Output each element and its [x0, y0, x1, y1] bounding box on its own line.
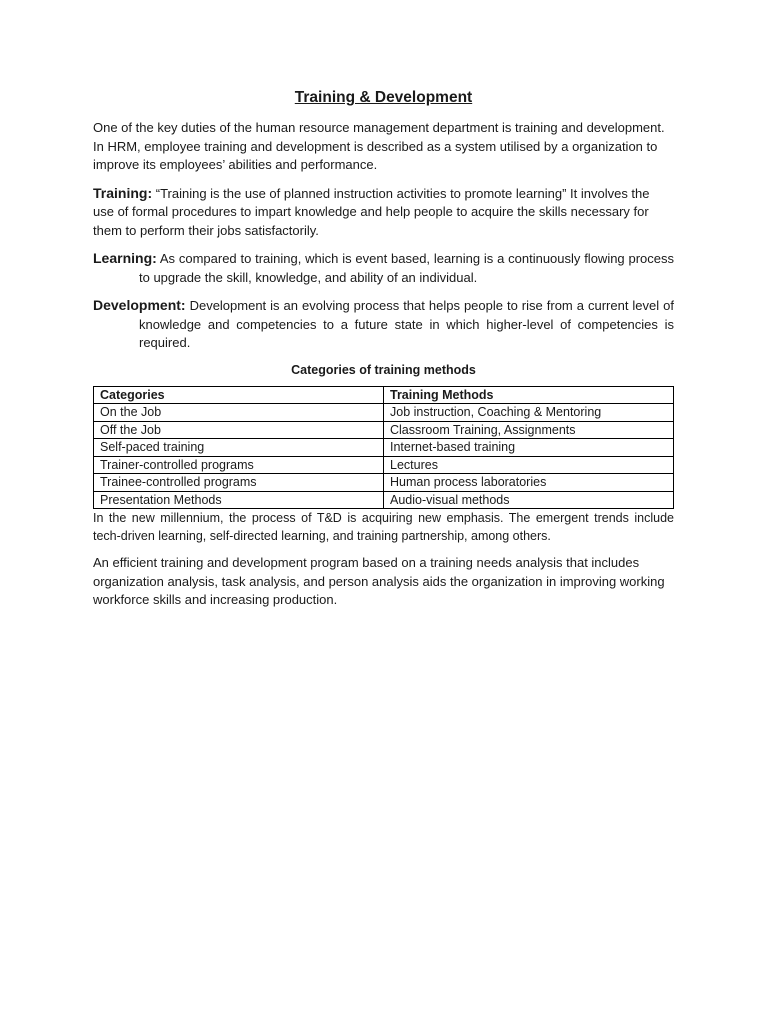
- definition-learning: [93, 249, 674, 287]
- category-cell: Presentation Methods: [94, 491, 384, 509]
- category-cell: On the Job: [94, 404, 384, 422]
- method-cell: Job instruction, Coaching & Mentoring: [384, 404, 674, 422]
- method-cell: Audio-visual methods: [384, 491, 674, 509]
- method-cell: Classroom Training, Assignments: [384, 421, 674, 439]
- column-header-categories: Categories: [94, 386, 384, 404]
- table-row: [94, 456, 674, 474]
- category-cell: Trainer-controlled programs: [94, 456, 384, 474]
- training-methods-table: [93, 386, 674, 510]
- column-header-training-methods: Training Methods: [384, 386, 674, 404]
- definition-term: Learning:: [93, 250, 157, 266]
- document-title: Training & Development: [294, 89, 473, 106]
- category-cell: Trainee-controlled programs: [94, 474, 384, 492]
- intro-paragraph: One of the key duties of the human resource management department is training and development. In HRM, employee training and development is described as a system utilised by a organization to improve its employees’ abilities and performance.: [93, 120, 665, 172]
- table-row: [94, 474, 674, 492]
- definition-training: [93, 184, 674, 241]
- definition-term: Development:: [93, 297, 186, 313]
- table-header-row: [94, 386, 674, 404]
- definition-term: Training:: [93, 184, 153, 201]
- table-caption: Categories of training methods: [291, 362, 476, 377]
- method-cell: Human process laboratories: [384, 474, 674, 492]
- table-row: [94, 404, 674, 422]
- definition-text: As compared to training, which is event based, learning is a continuously flowing process to upgrade the skill, knowledge, and ability of an individual.: [139, 251, 674, 285]
- method-cell: Lectures: [384, 456, 674, 474]
- table-row: [94, 421, 674, 439]
- definition-development: [93, 296, 674, 353]
- trends-paragraph: In the new millennium, the process of T&D is acquiring new emphasis. The emergent trends include tech-driven learning, self-directed learning, and training partnership, among others.: [93, 511, 674, 543]
- document-body: [93, 88, 674, 619]
- definition-text: Development is an evolving process that helps people to rise from a current level of knowledge and competencies to a future state in which higher-level of competencies is required.: [139, 298, 674, 350]
- table-row: [94, 491, 674, 509]
- method-cell: Internet-based training: [384, 439, 674, 457]
- conclusion-paragraph: An efficient training and development program based on a training needs analysis that includes organization analysis, task analysis, and person analysis aids the organization in improving working workforce skills and increasing production.: [93, 555, 665, 607]
- definition-text: “Training is the use of planned instruction activities to promote learning” It involves the use of formal procedures to impart knowledge and help people to acquire the skills necessary for them to perform their jobs satisfactorily.: [93, 185, 650, 238]
- table-row: [94, 439, 674, 457]
- category-cell: Off the Job: [94, 421, 384, 439]
- category-cell: Self-paced training: [94, 439, 384, 457]
